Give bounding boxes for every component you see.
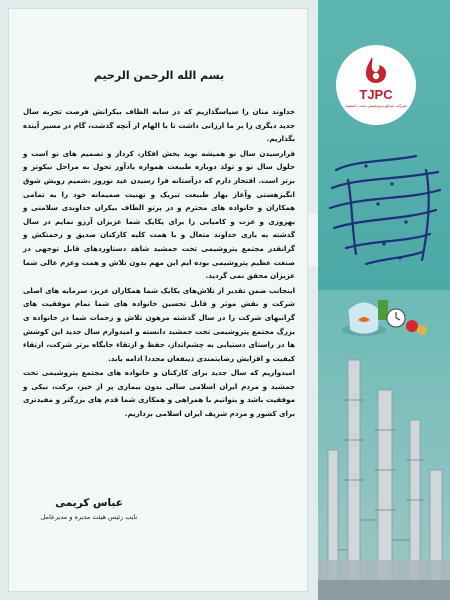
- letter-paragraph: فرارسیدن سال نو همیشه نوید بخش افکار، کردار و تصمیم های نو است و حلول سال نو و تولد دوباره طبیعت همواره یادآور تحول به مراحل نیکوتر و برتر است. افتخار دارم که درآستانه فرا رسیدن عید نوروز ،شمیم رویش شوق انگیزهستی وآغاز بهار طبیعت تبریک و تهنیت صمیمانه خود را به تمامی همکاران و خانواده های محترم و در پرتو الطاف بیکران خداوندی سلامتی و بهروزی و عزت و کامیابی را برای یکایک شما عزیزان آرزو نمایم در سال گذشته به یاری خداوند متعال و با همت کلیه کارکنان صدیق و زحمتکش و گرانقدر مجتمع پتروشیمی تخت جمشید شاهد دستاوردهای قابل توجهی در صنعت عظیم پتروشیمی بوده ایم این مهم بدون تلاش و همت وعزم عالی شما عزیزان محقق نمی گردید.: [23, 148, 295, 281]
- signature-title: نایب رئیس هیئت مدیره و مدیرعامل: [40, 513, 138, 521]
- letter-paragraph: امیدواریم که سال جدید برای کارکنان و خانواده های مجتمع پتروشیمی تخت جمشید و مردم ایران اسلامی سالی بدون بیماری پر از خیر، برکت، نیکی و موفقیت باشد و بتوانیم با همراهی و همکاری شما قدم های بزرگتر و مفیدتری برای کشور و مردم شریف ایران اسلامی برداریم.: [23, 368, 295, 419]
- logo-subtitle: شرکت صنایع پتروشیمی تخت جمشید: [345, 103, 407, 108]
- signature-block: [29, 497, 149, 521]
- logo-abbreviation: TJPC: [359, 87, 393, 102]
- letter-body: [23, 105, 295, 422]
- letter-paragraph: خداوند منان را سپاسگذاریم که در سایه الطاف بیکرانش فرصت تجربه سال جدید دیگری را بر ما ارزانی داشت تا با الهام از آنچه گذشت، گام در مسیر آینده بگذاریم.: [23, 107, 295, 144]
- bismillah-heading: بسم الله الرحمن الرحیم: [93, 69, 225, 82]
- calligraphy-artwork: [326, 150, 446, 280]
- letter-paragraph: اینجانب ضمن تقدیر از تلاش‌های یکایک شما همکاران عزیز، سرمایه های اصلی شرکت و نقش موثر و قابل تحسین خانواده های شما تمام موفقیت های گرانبهای شرکت را در سال گذشته مرهون تلاش و زحمات شما در خانواده ی بزرگ مجتمع پتروشیمی تخت جمشید دانسته و امیدوارم سال جدید این کوشش ها در راستای دستیابی به چشم‌انداز، حفظ و ارتقاء جایگاه برتر شرکت، ارتقاء کیفیت و افزایش رضایتمندی ذینفعان مجددا ادامه یابد.: [23, 285, 295, 363]
- company-logo: [336, 45, 416, 125]
- decorative-panel: [318, 0, 450, 600]
- signature-name: عباس کریمی: [55, 497, 123, 509]
- flame-icon: [360, 55, 392, 85]
- letter-card: [8, 8, 308, 592]
- refinery-nowruz-illustration: [318, 290, 450, 600]
